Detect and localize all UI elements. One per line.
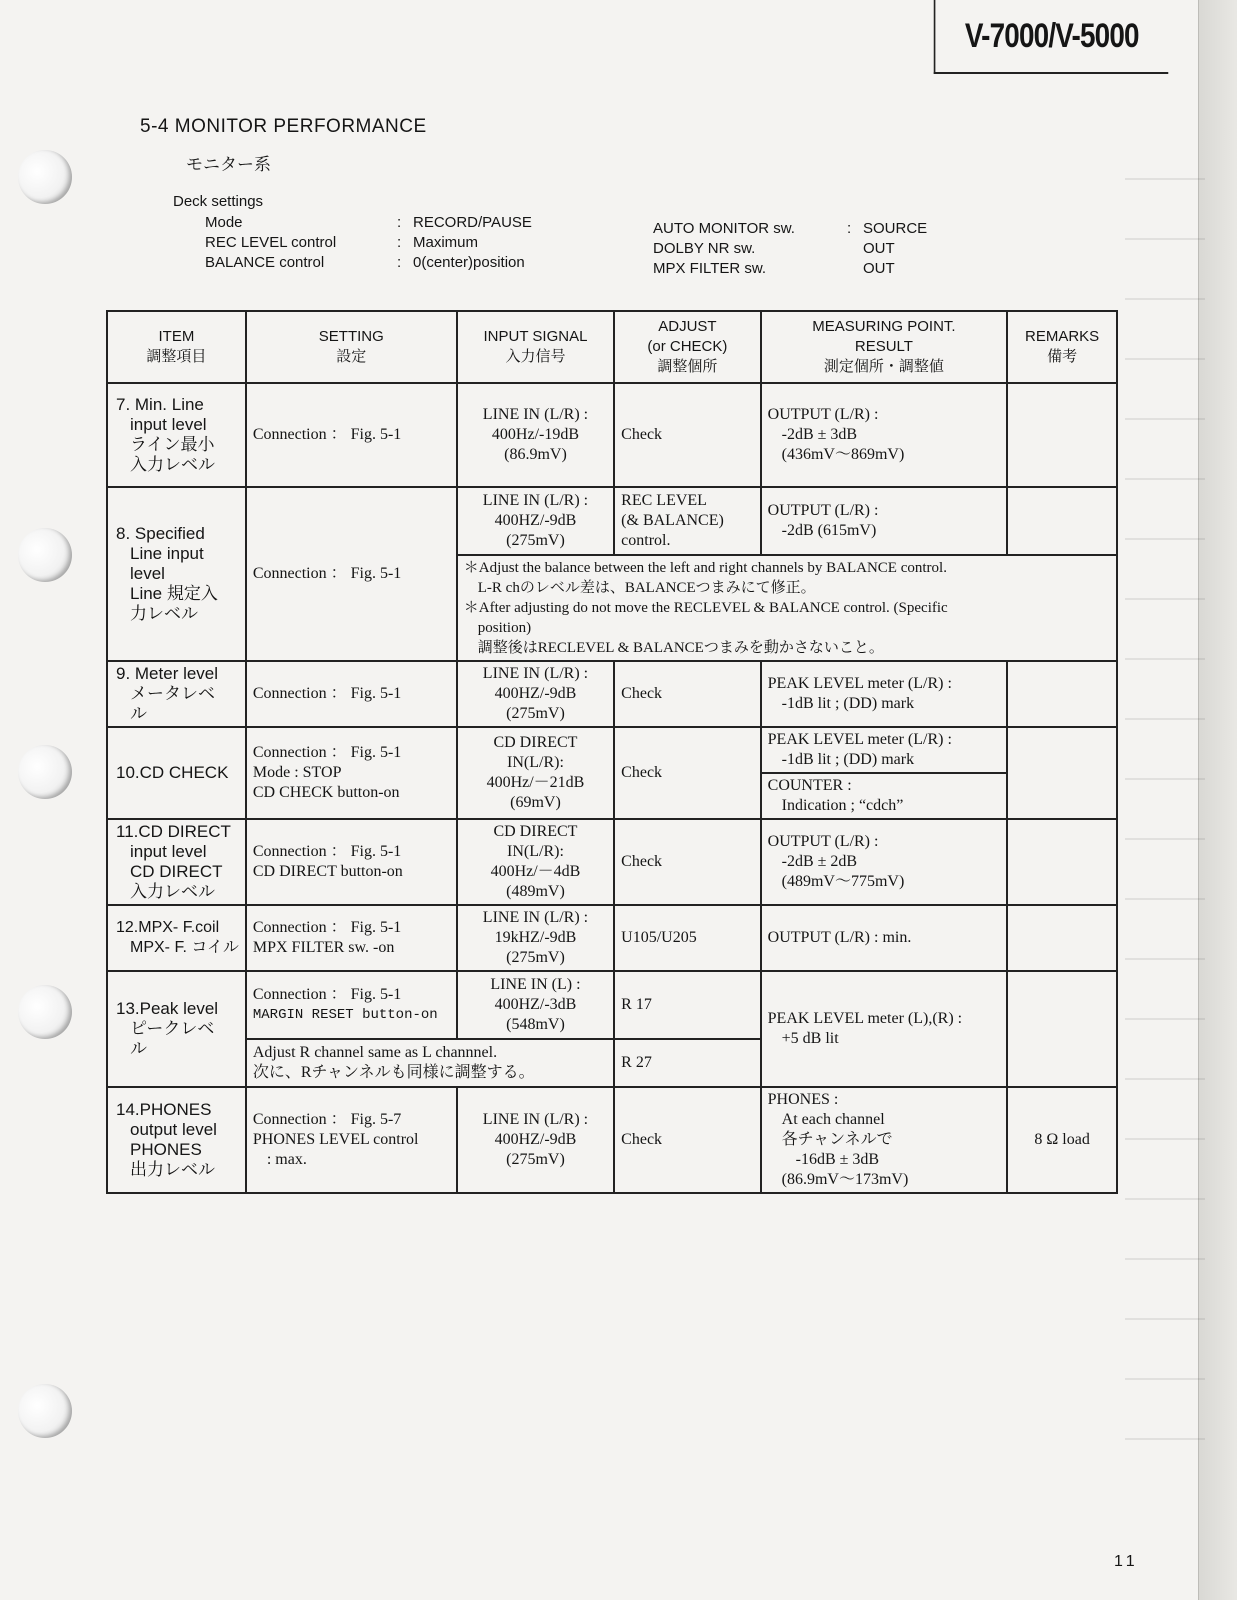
binder-hole [18, 1384, 72, 1438]
deck-setting-label: Mode [205, 214, 243, 231]
binder-hole [18, 150, 72, 204]
setting-cell: Connection ： Fig. 5-1 MPX FILTER sw. -on [246, 905, 457, 971]
deck-setting-row: REC LEVEL control : Maximum [205, 234, 479, 251]
deck-setting-row [653, 240, 895, 257]
remarks-cell [1007, 727, 1117, 819]
table-row [107, 661, 1117, 727]
page-number: 11 [1114, 1553, 1139, 1570]
deck-setting-row: BALANCE control : 0(center)position [205, 254, 525, 271]
deck-setting-value: OUT [863, 260, 895, 277]
item-cell: 11.CD DIRECT input level CD DIRECT 入力レベル [107, 819, 246, 905]
table-header-row [107, 311, 1117, 383]
measuring-point-cell: COUNTER : Indication ; “cdch” [761, 773, 1008, 819]
header-remarks: REMARKS 備考 [1007, 311, 1117, 383]
adjust-cell: Check [614, 727, 760, 819]
deck-setting-row: AUTO MONITOR sw. : SOURCE [653, 220, 928, 237]
header-setting: SETTING 設定 [246, 311, 457, 383]
item-cell: 12.MPX- F.coil MPX- F. コイル [107, 905, 246, 971]
table-row [107, 905, 1117, 971]
measuring-point-cell: PEAK LEVEL meter (L/R) : -1dB lit ; (DD) mark [761, 727, 1008, 773]
deck-setting-label: MPX FILTER sw. [653, 260, 767, 277]
table-row [107, 383, 1117, 487]
deck-setting-value: Maximum [413, 234, 479, 251]
input-signal-cell: LINE IN (L/R) : 400Hz/-19dB (86.9mV) [457, 383, 614, 487]
setting-cell: Connection ： Fig. 5-1 [246, 383, 457, 487]
adjust-cell: R 27 [614, 1039, 760, 1087]
header-adjust: ADJUST (or CHECK) 調整個所 [614, 311, 760, 383]
measuring-point-cell: OUTPUT (L/R) : -2dB ± 2dB (489mV〜775mV) [761, 819, 1008, 905]
measuring-point-cell: PEAK LEVEL meter (L/R) : -1dB lit ; (DD) mark [761, 661, 1008, 727]
table-row [107, 487, 1117, 555]
setting-cell: Connection ： Fig. 5-1 [246, 661, 457, 727]
table-row [107, 819, 1117, 905]
remarks-cell [1007, 383, 1117, 487]
header-item: ITEM 調整項目 [107, 311, 246, 383]
remarks-cell: 8 Ω load [1007, 1087, 1117, 1193]
monitor-performance-table [106, 310, 1118, 1194]
deck-setting-label: DOLBY NR sw. [653, 240, 756, 257]
adjust-cell: Check [614, 661, 760, 727]
input-signal-cell: LINE IN (L) : 400HZ/-3dB (548mV) [457, 971, 614, 1039]
adjust-cell: Check [614, 819, 760, 905]
binder-hole [18, 745, 72, 799]
input-signal-cell: LINE IN (L/R) : 400HZ/-9dB (275mV) [457, 1087, 614, 1193]
model-number-header [934, 0, 1169, 74]
setting-cell: Connection ： Fig. 5-1 [246, 487, 457, 661]
header-input-signal: INPUT SIGNAL 入力信号 [457, 311, 614, 383]
measuring-point-cell: PHONES : At each channel 各チャンネルで -16dB ± 3dB (86.9mV〜173mV) [761, 1087, 1008, 1193]
input-signal-cell: LINE IN (L/R) : 19kHZ/-9dB (275mV) [457, 905, 614, 971]
item-cell: 9. Meter level メータレベ ル [107, 661, 246, 727]
item-cell: 7. Min. Line input level ライン最小 入力レベル [107, 383, 246, 487]
deck-setting-value: 0(center)position [413, 254, 525, 271]
table-row [107, 727, 1117, 773]
binder-hole [18, 985, 72, 1039]
measuring-point-cell: PEAK LEVEL meter (L),(R) : +5 dB lit [761, 971, 1008, 1087]
adjust-cell: REC LEVEL (& BALANCE) control. [614, 487, 760, 555]
measuring-point-cell: OUTPUT (L/R) : -2dB (615mV) [761, 487, 1008, 555]
deck-settings-title: Deck settings [173, 193, 264, 210]
section-title: 5-4 MONITOR PERFORMANCE [140, 116, 427, 137]
adjust-cell: Check [614, 1087, 760, 1193]
input-signal-cell: LINE IN (L/R) : 400HZ/-9dB (275mV) [457, 487, 614, 555]
deck-setting-label: REC LEVEL control [205, 234, 337, 251]
bleed-through-shadow [1125, 120, 1205, 1460]
table-row [107, 971, 1117, 1039]
input-signal-cell: LINE IN (L/R) : 400HZ/-9dB (275mV) [457, 661, 614, 727]
adjust-cell: Check [614, 383, 760, 487]
section-subtitle: モニター系 [186, 155, 271, 175]
measuring-point-cell: OUTPUT (L/R) : min. [761, 905, 1008, 971]
item-cell: 10.CD CHECK [107, 727, 246, 819]
setting-cell: Connection ： Fig. 5-7 PHONES LEVEL control : max. [246, 1087, 457, 1193]
deck-setting-label: BALANCE control [205, 254, 325, 271]
adjust-cell: R 17 [614, 971, 760, 1039]
input-signal-cell: CD DIRECT IN(L/R): 400Hz/－4dB (489mV) [457, 819, 614, 905]
deck-setting-label: AUTO MONITOR sw. [653, 220, 795, 237]
deck-setting-row [653, 260, 895, 277]
item-cell: 13.Peak level ピークレベ ル [107, 971, 246, 1087]
input-signal-cell: CD DIRECT IN(L/R): 400Hz/－21dB (69mV) [457, 727, 614, 819]
item-cell: 14.PHONES output level PHONES 出力レベル [107, 1087, 246, 1193]
deck-setting-row: Mode : RECORD/PAUSE [205, 214, 532, 231]
model-number: V-7000/V-5000 [964, 16, 1139, 55]
table-row [107, 1087, 1117, 1193]
remarks-cell [1007, 971, 1117, 1087]
header-measuring-point: MEASURING POINT. RESULT 測定個所・調整値 [761, 311, 1008, 383]
adjust-cell: U105/U205 [614, 905, 760, 971]
remarks-cell [1007, 661, 1117, 727]
setting-cell: Connection ： Fig. 5-1 MARGIN RESET button-on [246, 971, 457, 1039]
remarks-cell [1007, 905, 1117, 971]
setting-cell: Connection ： Fig. 5-1 Mode : STOP CD CHECK button-on [246, 727, 457, 819]
deck-setting-value: SOURCE [863, 220, 928, 237]
measuring-point-cell: OUTPUT (L/R) : -2dB ± 3dB (436mV〜869mV) [761, 383, 1008, 487]
adjustment-notes: ＊Adjust the balance between the left and right channels by BALANCE control. L-R chのレベル差は、BALANCEつまみにて修正。 ＊After adjusting do not move the RECLEVEL & BALANCE control. (Specific position) 調整後はRECLEVEL & BALANCEつまみを動かさないこと。 [457, 555, 1117, 661]
deck-setting-value: RECORD/PAUSE [413, 214, 532, 231]
deck-setting-value: OUT [863, 240, 895, 257]
binder-hole [18, 528, 72, 582]
setting-cell: Connection ： Fig. 5-1 CD DIRECT button-on [246, 819, 457, 905]
remarks-cell [1007, 487, 1117, 555]
adjustment-note: Adjust R channel same as L channnel. 次に、Rチャンネルも同様に調整する。 [246, 1039, 614, 1087]
item-cell: 8. Specified Line input level Line 規定入 力レベル [107, 487, 246, 661]
remarks-cell [1007, 819, 1117, 905]
